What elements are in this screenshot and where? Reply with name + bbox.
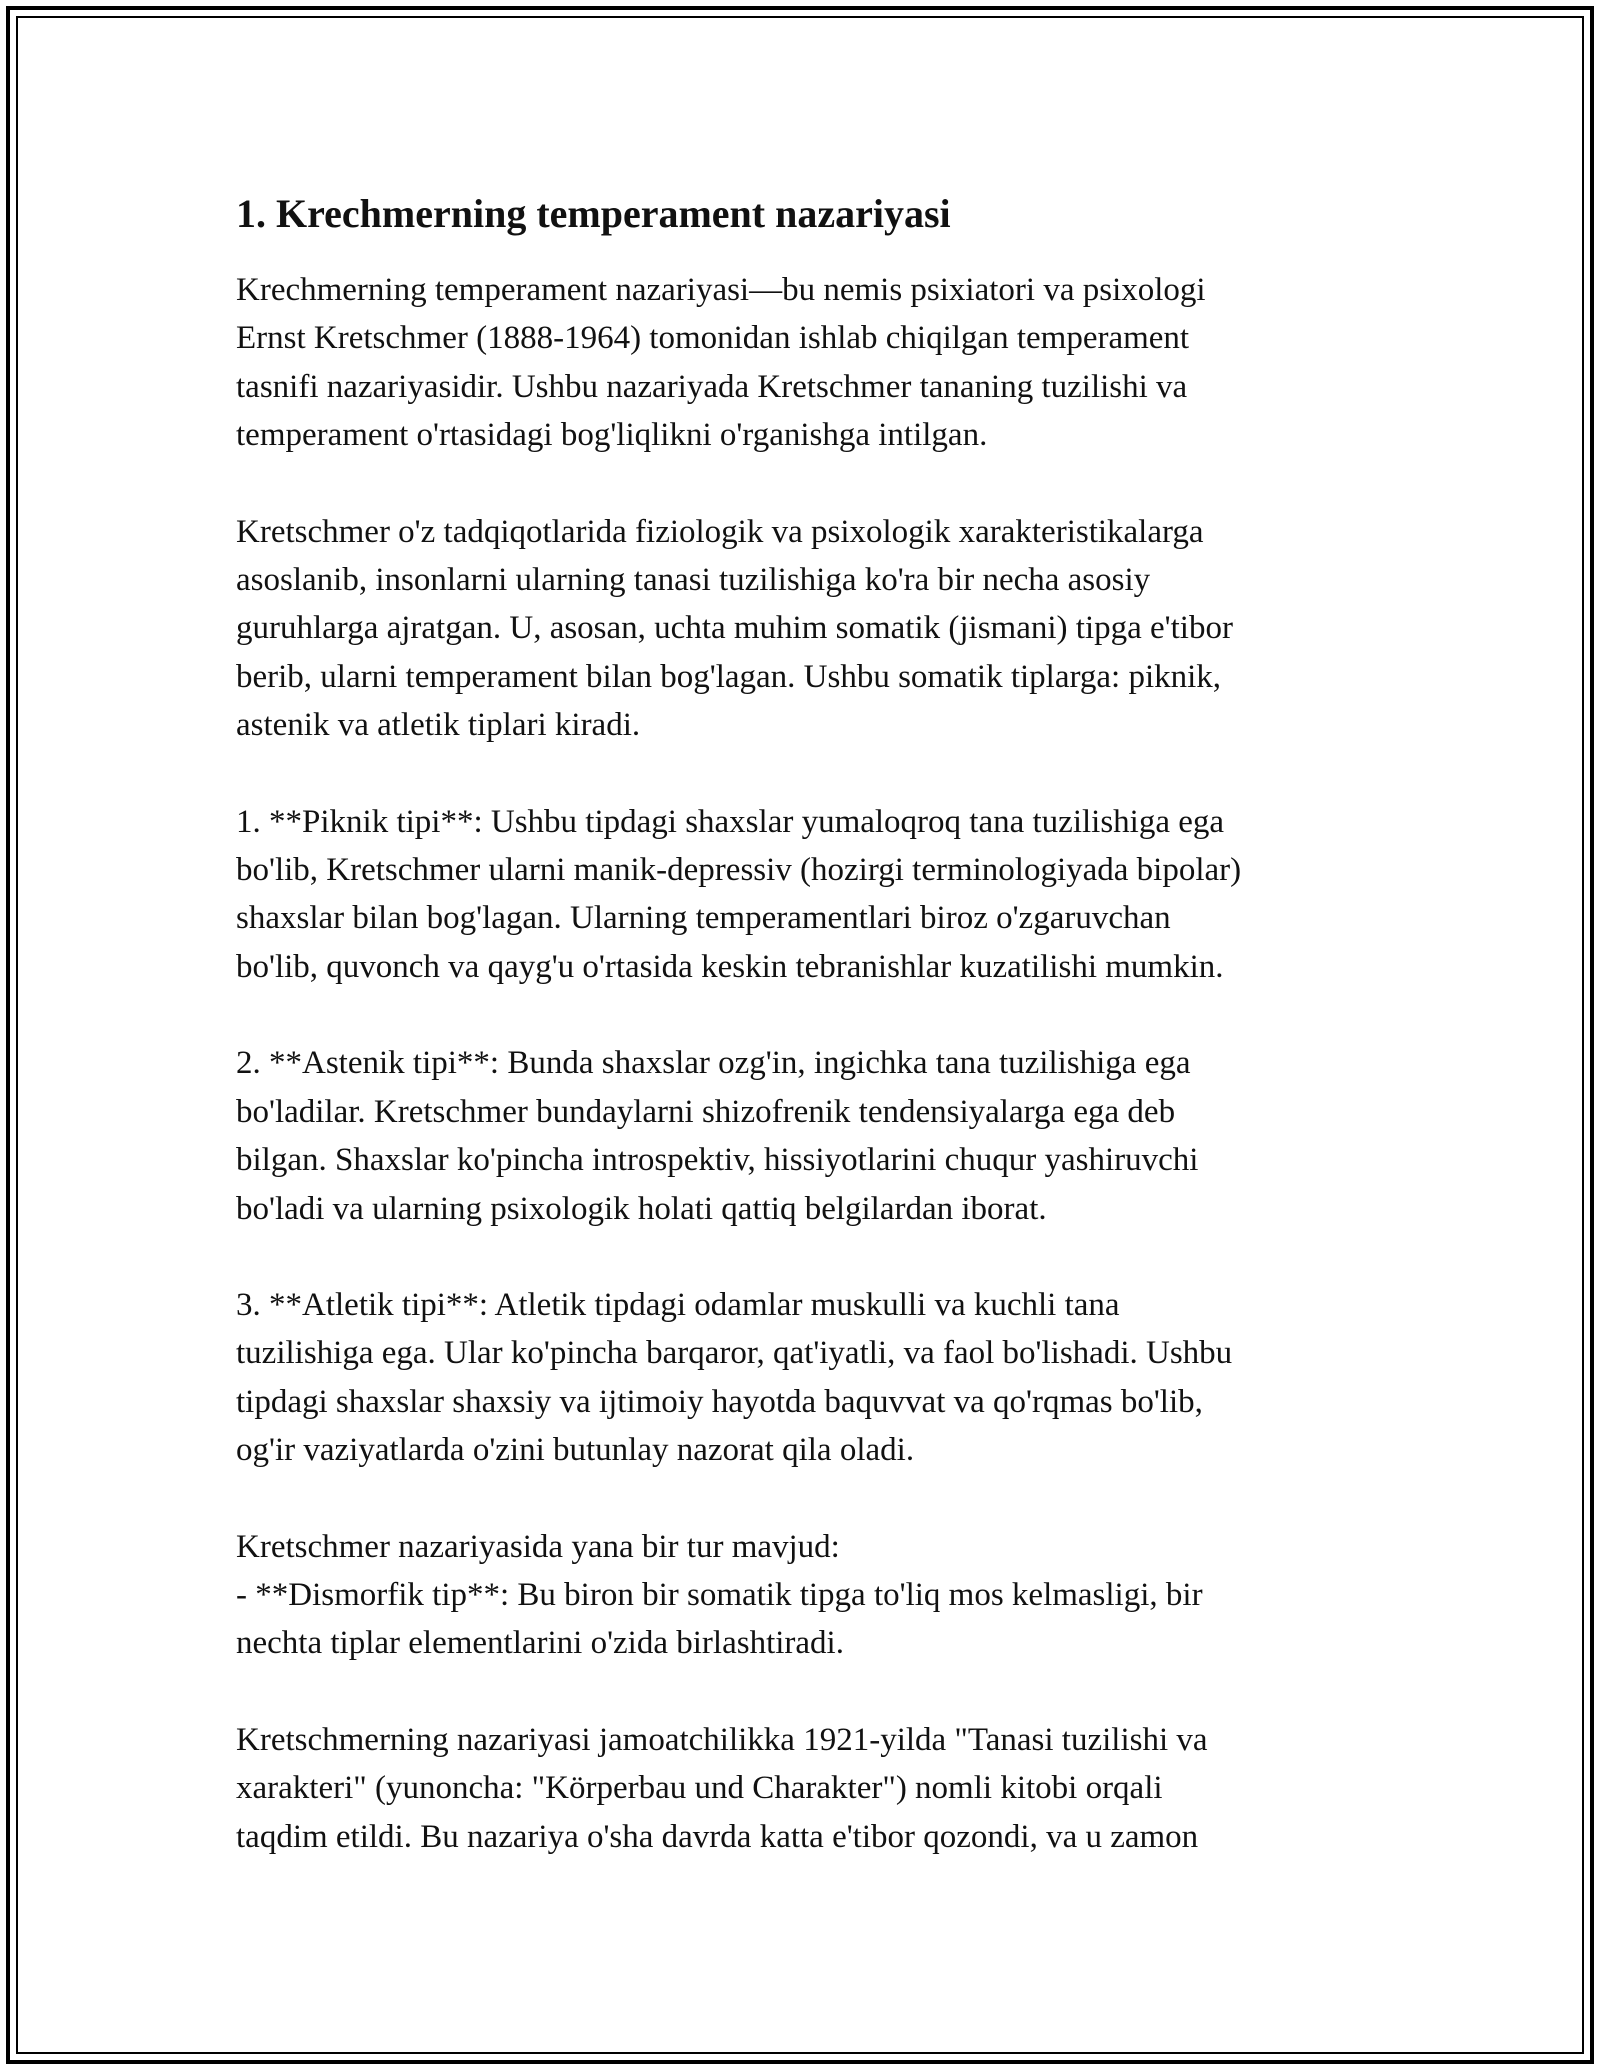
text-line: Krechmerning temperament nazariyasi—bu nemis psixiatori va psixologi (236, 272, 1206, 308)
text-line: - **Dismorfik tip**: Bu biron bir somatik tipga to'liq mos kelmasligi, bir (236, 1576, 1203, 1613)
text-line: 2. **Astenik tipi**: Bunda shaxslar ozg'in, ingichka tana tuzilishiga ega (236, 1045, 1191, 1082)
text-line: 3. **Atletik tipi**: Atletik tipdagi odamlar muskulli va kuchli tana (236, 1286, 1120, 1323)
text-line: temperament o'rtasidagi bog'liqlikni o'rganishga intilgan. (236, 417, 988, 454)
text-line: taqdim etildi. Bu nazariya o'sha davrda katta e'tibor qozondi, va u zamon (236, 1818, 1199, 1855)
text-line: shaxslar bilan bog'lagan. Ularning temperamentlari biroz o'zgaruvchan (236, 900, 1171, 937)
text-line: tuzilishiga ega. Ular ko'pincha barqaror, qat'iyatli, va faol bo'lishadi. Ushbu (236, 1335, 1233, 1372)
paragraph-publication (236, 1716, 1366, 1861)
text-line: Kretschmer o'z tadqiqotlarida fiziologik va psixologik xarakteristikalarga (236, 513, 1204, 550)
text-line: astenik va atletik tiplari kiradi. (236, 707, 641, 744)
text-line: tasnifi nazariyasidir. Ushbu nazariyada Kretschmer tananing tuzilishi va (236, 368, 1188, 405)
text-line: tipdagi shaxslar shaxsiy va ijtimoiy hayotda baquvvat va qo'rqmas bo'lib, (236, 1383, 1203, 1420)
text-line: bilgan. Shaxslar ko'pincha introspektiv, hissiyotlarini chuqur yashiruvchi (236, 1142, 1199, 1179)
text-line: guruhlarga ajratgan. U, asosan, uchta muhim somatik (jismani) tipga e'tibor (236, 610, 1233, 647)
text-line: berib, ularni temperament bilan bog'lagan. Ushbu somatik tiplarga: piknik, (236, 658, 1222, 695)
text-line: bo'lib, quvonch va qayg'u o'rtasida keskin tebranishlar kuzatilishi mumkin. (236, 948, 1224, 985)
text-line: Kretschmer nazariyasida yana bir tur mavjud: (236, 1528, 840, 1565)
paragraph-research (236, 508, 1366, 750)
paragraph-atletik (236, 1281, 1366, 1475)
text-line: 1. **Piknik tipi**: Ushbu tipdagi shaxslar yumaloqroq tana tuzilishiga ega (236, 803, 1225, 840)
paragraph-intro (236, 266, 1366, 460)
text-line: xarakteri" (yunoncha: "Körperbau und Charakter") nomli kitobi orqali (236, 1770, 1163, 1807)
text-line: Kretschmerning nazariyasi jamoatchilikka 1921-yilda "Tanasi tuzilishi va (236, 1721, 1208, 1758)
section-heading: 1. Krechmerning temperament nazariyasi (236, 191, 951, 236)
text-line: nechta tiplar elementlarini o'zida birlashtiradi. (236, 1625, 844, 1662)
text-line: bo'lib, Kretschmer ularni manik-depressiv (hozirgi terminologiyada bipolar) (236, 852, 1242, 889)
text-line: Ernst Kretschmer (1888-1964) tomonidan ishlab chiqilgan temperament (236, 320, 1190, 357)
paragraph-astenik (236, 1039, 1366, 1233)
paragraph-dismorfik (236, 1523, 1366, 1668)
text-line: og'ir vaziyatlarda o'zini butunlay nazorat qila oladi. (236, 1432, 915, 1469)
text-line: bo'ladi va ularning psixologik holati qattiq belgilardan iborat. (236, 1190, 1047, 1227)
paragraph-piknik (236, 798, 1366, 992)
document-content (236, 188, 1366, 1861)
text-line: asoslanib, insonlarni ularning tanasi tuzilishiga ko'ra bir necha asosiy (236, 562, 1151, 599)
text-line: bo'ladilar. Kretschmer bundaylarni shizofrenik tendensiyalarga ega deb (236, 1093, 1176, 1130)
